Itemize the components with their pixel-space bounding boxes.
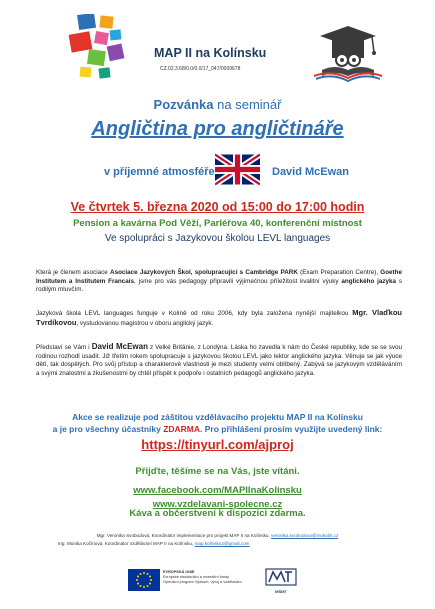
- p1-text-c: (Exam Preparation Centre),: [297, 269, 381, 276]
- contact-line-2: [58, 541, 250, 546]
- event-place: Pension a kavárna Pod Věží, Parléřova 40, konferenční místnost: [73, 218, 362, 229]
- registration-link: [0, 436, 435, 454]
- paragraph-david: [36, 343, 402, 378]
- p1-text-e: , jsme pro vás pedagogy připravili výjimečnou příležitost kvalitní výuky: [134, 277, 342, 285]
- atmosphere-line: v příjemné atmosféře: [104, 166, 215, 178]
- eu-line-2: Evropské strukturální a investiční fondy: [163, 575, 230, 579]
- eu-line-3: Operační program Výzkum, vývoj a vzdělávání: [163, 580, 242, 584]
- p3-text-a: Představí se Vám i: [36, 344, 92, 351]
- eu-line-1: EVROPSKÁ UNIE: [163, 570, 195, 574]
- reg-free: ZDARMA: [163, 424, 201, 434]
- contact2-email-link[interactable]: map.kolinsko2@gmail.com: [194, 541, 250, 546]
- p1-text-b: Asociace Jazykových Škol, spolupracující s Cambridge PARK: [110, 269, 298, 276]
- contact2-text: Ing. Monika Kočínová, Koordinátor vzdělávání MAP II na Kolínsku,: [58, 541, 195, 546]
- project-code: CZ.02.3.68/0.0/0.0/17_047/0009678: [160, 66, 241, 72]
- p1-text-g: s rodilým mluvčím.: [36, 277, 402, 293]
- p2-text-a: Jazyková škola LEVL languages funguje v Kolíně od roku 2006, kdy byla založena nynější majitelkou: [36, 310, 353, 317]
- p1-text-a: Která je členem asociace: [36, 269, 111, 276]
- welcome-line: Přijďte, těšíme se na Vás, jste vítáni.: [135, 466, 300, 477]
- refreshment-line: Káva a občerstvení k dispozici zdarma.: [129, 508, 306, 519]
- uk-flag-icon: [215, 153, 260, 186]
- msmt-caption: MŠMT: [275, 589, 287, 594]
- p2-text-c: , vystudovanou magistrou v oboru anglický jazyk.: [76, 319, 214, 327]
- map-logo-text: MAP: [334, 14, 362, 28]
- contact-line-1: [0, 533, 435, 538]
- registration-line-2: [0, 424, 435, 434]
- org-title: MAP II na Kolínsku: [154, 46, 267, 60]
- speaker-name: David McEwan: [272, 166, 350, 178]
- registration-line-1: Akce se realizuje pod záštitou vzdělávacího projektu MAP II na Kolínsku: [72, 412, 363, 422]
- seminar-title: Angličtina pro angličtináře: [91, 118, 344, 140]
- p3-text-c: z Velké Británie, z Londýna. Láska ho zavedla k nám do České republiky, kde se se svou rodinou rozhodl usadit. Již třetím rokem spolupracuje s jazykovou školou LEVL jako lektor anglického jazyka. Věnuje se jak výuce dětí, tak dospělých. Pro svůj přístup a charakterové vlastnosti je mezi studenty velmi oblíbený. Zabývá se jazykovým vzděláváním a svými znalostmi a zkušenostmi by chtěl přispět k podpoře i ostatních pedagogů anglického jazyka.: [36, 344, 403, 377]
- reg-text-c: . Pro přihlášení prosím využijte uvedený link:: [200, 424, 383, 434]
- reg-text-a: a je pro všechny účastníky: [52, 424, 164, 434]
- contact1-text: Mgr. Veronika Svobodová, Koordinátor implementace pro projekt MAP II na Kolínsku,: [96, 533, 272, 538]
- event-datetime: Ve čtvrtek 5. března 2020 od 15:00 do 17:00 hodin: [70, 200, 365, 214]
- paragraph-asociace: [36, 269, 402, 295]
- pozvanka-word: Pozvánka: [153, 97, 214, 112]
- contact1-email-link[interactable]: veronika.svobodova@mukolin.cz: [271, 533, 339, 538]
- eu-flag-icon: [128, 569, 160, 591]
- na-seminar-words: na seminář: [213, 97, 282, 112]
- invitation-heading: [0, 97, 435, 112]
- web-link[interactable]: www.vzdelavani-spolecne.cz: [152, 499, 283, 510]
- map-logo-mosaic: [58, 14, 134, 84]
- facebook-link[interactable]: www.facebook.com/MAPIInaKolinsku: [133, 485, 302, 496]
- paragraph-school: [36, 309, 402, 328]
- event-cooperation: Ve spolupráci s Jazykovou školou LEVL languages: [104, 233, 331, 244]
- p1-text-d: Goethe Institutem a Institutem Francais: [36, 269, 402, 285]
- p2-text-b: Mgr. Vlaďkou Tvrdíkovou: [36, 308, 403, 327]
- p1-text-f: anglického jazyka: [341, 277, 397, 285]
- tinyurl-link[interactable]: https://tinyurl.com/ajproj: [141, 437, 294, 452]
- map-owl-book-logo: [308, 26, 388, 82]
- p3-text-b: David McEwan: [91, 342, 148, 351]
